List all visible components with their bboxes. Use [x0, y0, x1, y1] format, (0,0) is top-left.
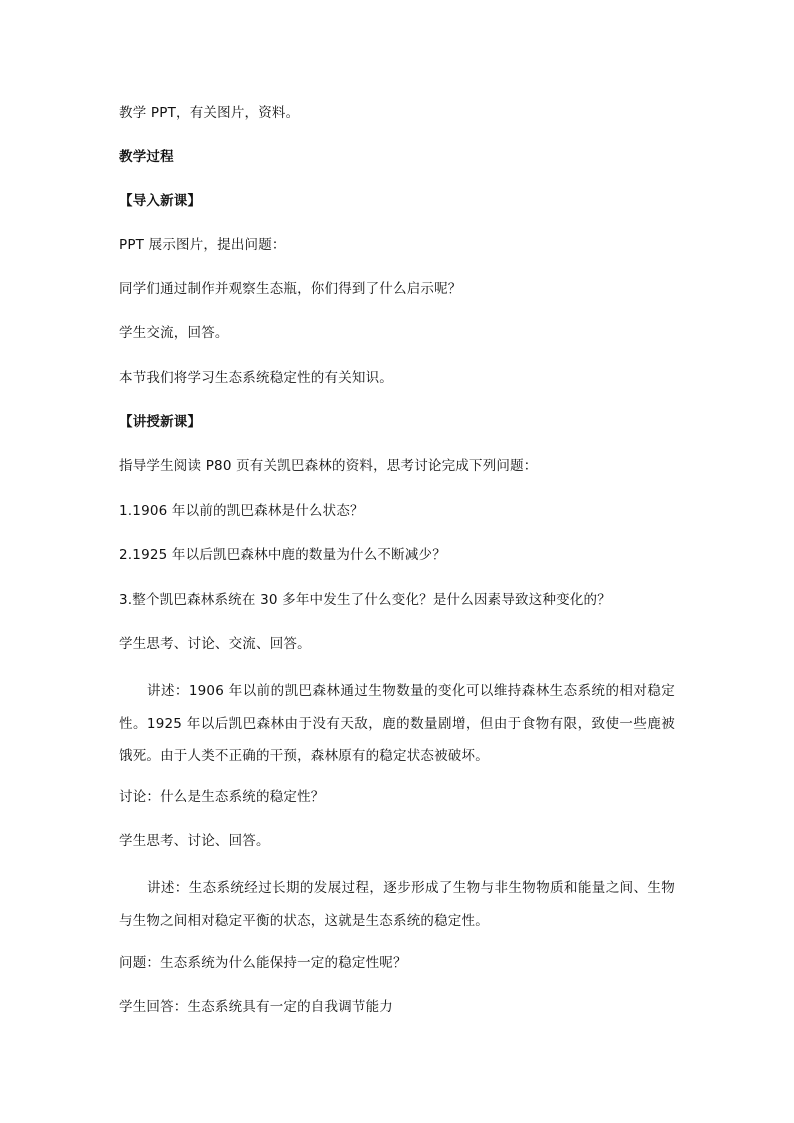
- question-3: 3.整个凯巴森林系统在 30 多年中发生了什么变化？是什么因素导致这种变化的？: [119, 592, 611, 608]
- student-discuss-line: 学生思考、讨论、交流、回答。: [119, 636, 311, 652]
- discussion-line: 讨论：什么是生态系统的稳定性？: [119, 789, 325, 805]
- question-1: 1.1906 年以前的凯巴森林是什么状态？: [119, 503, 364, 519]
- student-answer-line-2: 学生思考、讨论、回答。: [119, 833, 270, 849]
- ppt-line: PPT 展示图片，提出问题：: [119, 237, 286, 253]
- question-line: 同学们通过制作并观察生态瓶，你们得到了什么启示呢？: [119, 281, 462, 297]
- teaching-process-heading: 教学过程: [119, 149, 174, 165]
- new-lesson-heading: 【讲授新课】: [119, 414, 202, 430]
- student-answer-line: 学生交流，回答。: [119, 325, 229, 341]
- problem-line: 问题：生态系统为什么能保持一定的稳定性呢？: [119, 955, 407, 971]
- materials-line: 教学 PPT，有关图片，资料。: [119, 105, 300, 121]
- guide-line: 指导学生阅读 P80 页有关凯巴森林的资料，思考讨论完成下列问题：: [119, 458, 538, 474]
- question-2: 2.1925 年以后凯巴森林中鹿的数量为什么不断减少？: [119, 547, 446, 563]
- explanation-paragraph-1: 讲述：1906 年以前的凯巴森林通过生物数量的变化可以维持森林生态系统的相对稳定性。1925 年以后凯巴森林由于没有天敌，鹿的数量剧增，但由于食物有限，致使一些鹿被饿死。由于人类不正确的干预，森林原有的稳定状态被破坏。: [119, 683, 675, 764]
- explanation-paragraph-2: 讲述：生态系统经过长期的发展过程，逐步形成了生物与非生物物质和能量之间、生物与生物之间相对稳定平衡的状态，这就是生态系统的稳定性。: [119, 880, 675, 929]
- student-reply-line: 学生回答：生态系统具有一定的自我调节能力: [119, 999, 393, 1015]
- section-intro-line: 本节我们将学习生态系统稳定性的有关知识。: [119, 370, 393, 386]
- intro-heading: 【导入新课】: [119, 193, 202, 209]
